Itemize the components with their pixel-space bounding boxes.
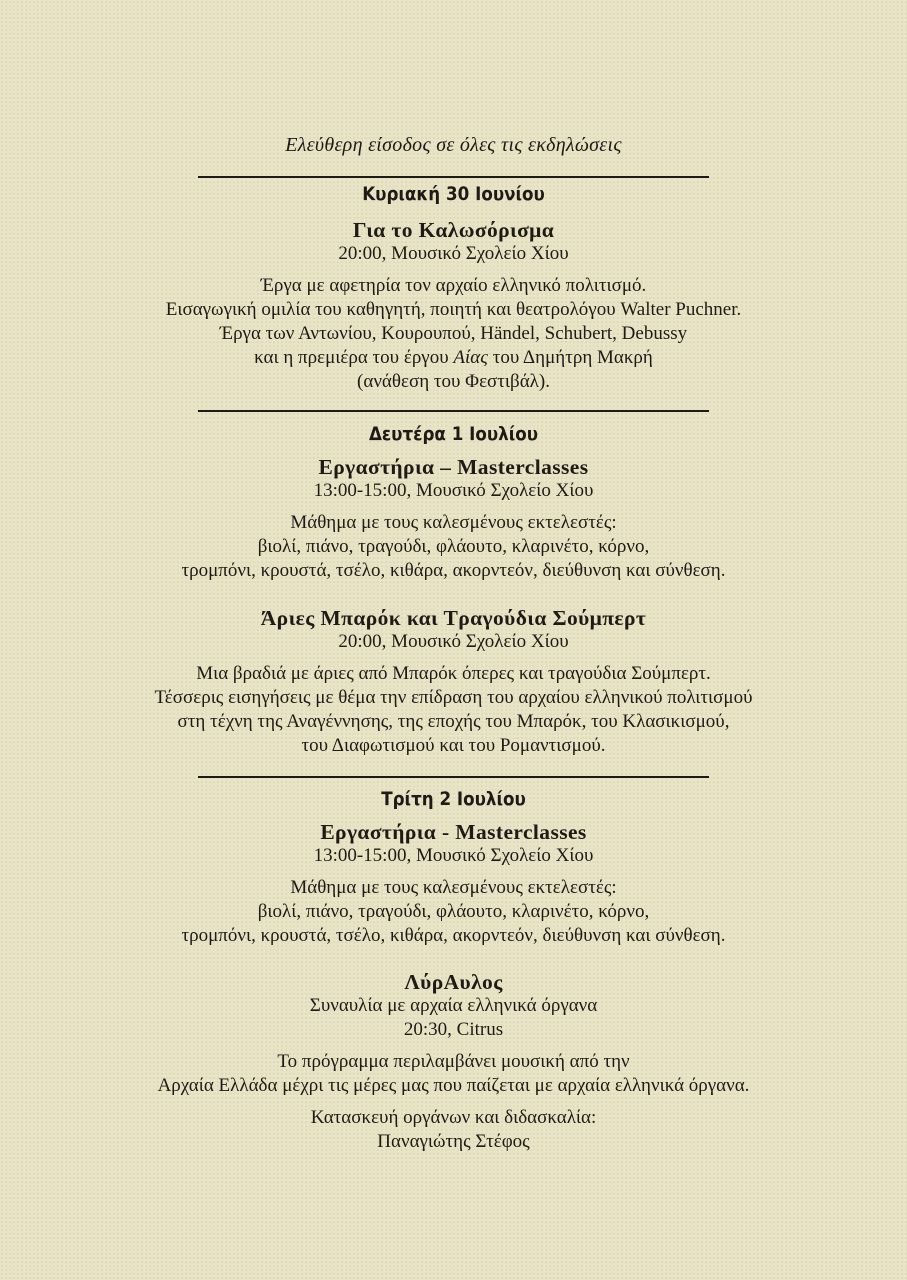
event-description-line: Μάθημα με τους καλεσμένους εκτελεστές: — [290, 512, 617, 533]
event-title: Εργαστήρια - Masterclasses — [320, 820, 587, 844]
day-heading: Δευτέρα 1 Ιουλίου — [368, 423, 539, 445]
event-description-line: Εισαγωγική ομιλία του καθηγητή, ποιητή και θεατρολόγου Walter Puchner. — [165, 299, 742, 320]
event-description-line: του Διαφωτισμού και του Ρομαντισμού. — [301, 735, 606, 756]
event-description-line: Μια βραδιά με άριες από Μπαρόκ όπερες και τραγούδια Σούμπερτ. — [196, 663, 711, 684]
event-credits-name: Παναγιώτης Στέφος — [377, 1131, 530, 1152]
event-time-venue: 20:00, Μουσικό Σχολείο Χίου — [338, 631, 569, 652]
day-heading: Κυριακή 30 Ιουνίου — [362, 183, 545, 205]
event-description-line: Αρχαία Ελλάδα μέχρι τις μέρες μας που παίζεται με αρχαία ελληνικά όργανα. — [157, 1075, 750, 1096]
premiere-work-title: Αίας — [453, 347, 488, 368]
premiere-composer: του Δημήτρη Μακρή — [487, 347, 653, 368]
event-title: ΛύρΑυλος — [404, 970, 503, 994]
event-description-line: Τέσσερις εισηγήσεις με θέμα την επίδραση του αρχαίου ελληνικού πολιτισμού — [154, 687, 753, 708]
event-description-line: τρομπόνι, κρουστά, τσέλο, κιθάρα, ακορντεόν, διεύθυνση και σύνθεση. — [181, 560, 726, 581]
event-credits-line: Κατασκευή οργάνων και διδασκαλία: — [310, 1107, 597, 1128]
free-entry-note: Ελεύθερη είσοδος σε όλες τις εκδηλώσεις — [285, 134, 622, 156]
event-time-venue: 13:00-15:00, Μουσικό Σχολείο Χίου — [313, 480, 594, 501]
event-block — [0, 820, 907, 948]
day-heading: Τρίτη 2 Ιουλίου — [381, 788, 526, 810]
event-description-line: βιολί, πιάνο, τραγούδι, φλάουτο, κλαρινέτο, κόρνο, — [257, 536, 650, 557]
event-description-line: τρομπόνι, κρουστά, τσέλο, κιθάρα, ακορντεόν, διεύθυνση και σύνθεση. — [181, 925, 726, 946]
event-block — [0, 455, 907, 583]
event-subtitle: Συναυλία με αρχαία ελληνικά όργανα — [309, 995, 598, 1016]
event-description-line: Μάθημα με τους καλεσμένους εκτελεστές: — [290, 877, 617, 898]
event-description-line: Έργα των Αντωνίου, Κουρουπού, Händel, Schubert, Debussy — [219, 323, 688, 344]
divider-rule — [198, 776, 709, 778]
premiere-text: και η πρεμιέρα του έργου — [254, 347, 454, 368]
event-title: Άριες Μπαρόκ και Τραγούδια Σούμπερτ — [260, 606, 647, 630]
event-block — [0, 606, 907, 758]
event-premiere-line — [0, 346, 907, 370]
event-title: Εργαστήρια – Masterclasses — [318, 455, 589, 479]
event-block — [0, 218, 907, 394]
event-time-venue: 13:00-15:00, Μουσικό Σχολείο Χίου — [313, 845, 594, 866]
divider-rule — [198, 410, 709, 412]
event-time-venue: 20:30, Citrus — [403, 1019, 504, 1040]
event-commission-note: (ανάθεση του Φεστιβάλ). — [357, 371, 550, 392]
event-description-line: Το πρόγραμμα περιλαμβάνει μουσική από την — [277, 1051, 630, 1072]
event-description-line: στη τέχνη της Αναγέννησης, της εποχής του Μπαρόκ, του Κλασικισμού, — [177, 711, 730, 732]
event-description-line: βιολί, πιάνο, τραγούδι, φλάουτο, κλαρινέτο, κόρνο, — [257, 901, 650, 922]
divider-rule — [198, 176, 709, 178]
event-title: Για το Καλωσόρισμα — [352, 218, 555, 242]
event-time-venue: 20:00, Μουσικό Σχολείο Χίου — [338, 243, 569, 264]
event-description-line: Έργα με αφετηρία τον αρχαίο ελληνικό πολιτισμό. — [260, 275, 647, 296]
event-block — [0, 970, 907, 1154]
